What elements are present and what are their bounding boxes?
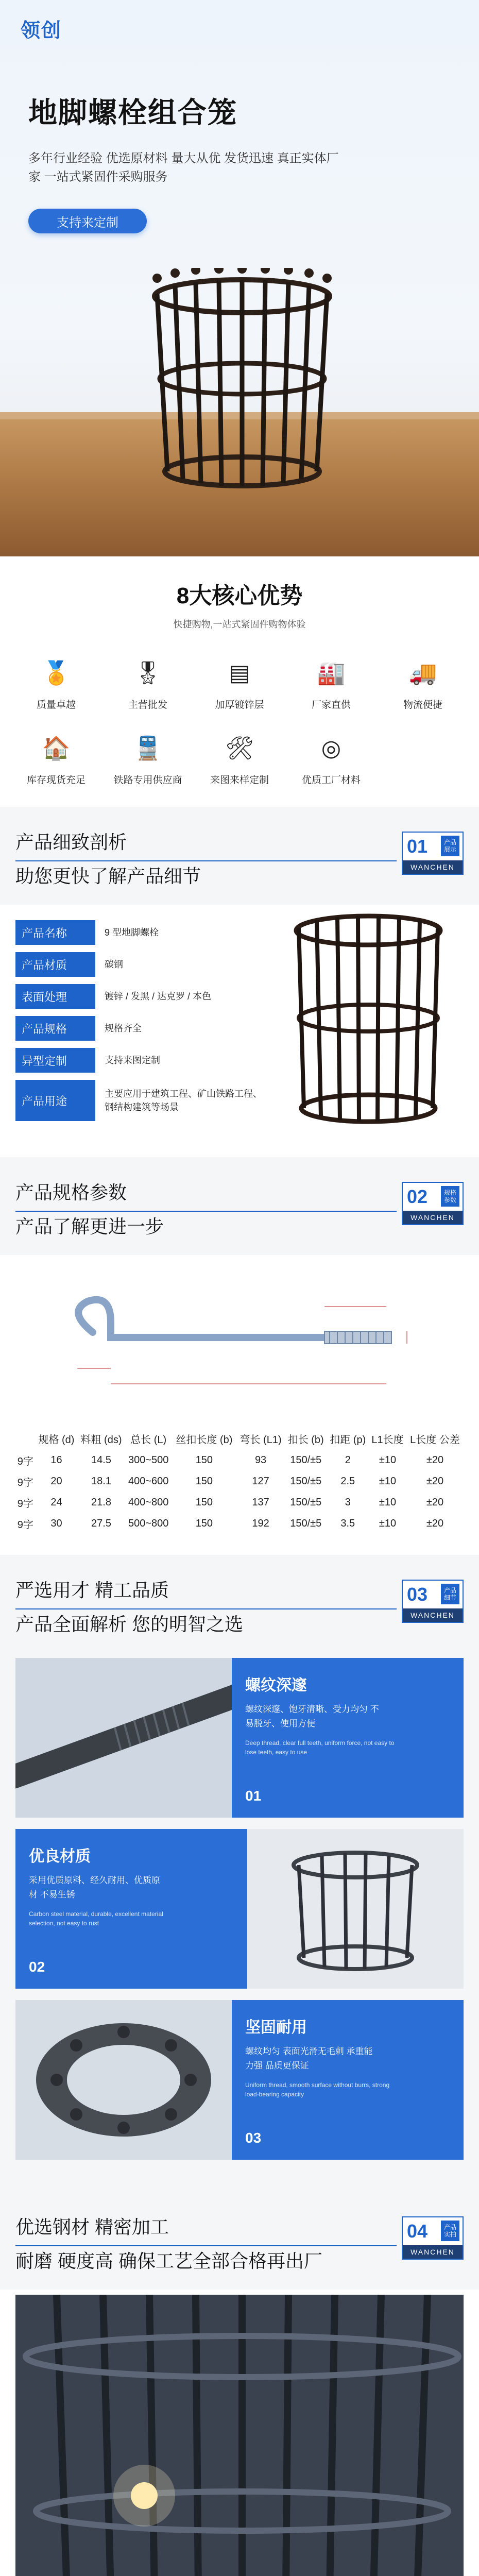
spec-cell: 30 [50,1518,62,1529]
product-detail [0,905,479,1157]
section-tag: 产品实拍 [441,2221,459,2241]
feature-description: 螺纹均匀 表面光滑无毛刺 承重能力强 品质更保证 [245,2046,373,2071]
brand-name: 领创 [20,20,62,42]
feature-description: 采用优质原料、经久耐用、优质原材 不易生锈 [29,1875,160,1900]
spec-header: L长度 公差 [410,1434,460,1446]
feature-text [15,1829,247,1989]
spec-cell: 127 [252,1476,269,1487]
spec-cell: 18.1 [91,1476,111,1487]
advantage-label: 来图来样定制 [210,775,269,786]
bolt-drawing [15,1265,464,1420]
feature-number: 01 [245,1788,262,1804]
spec-cell: 150 [195,1518,213,1529]
detail-key: 产品材质 [15,952,95,977]
pipes-icon: ◎ [321,735,341,761]
section-tag: 产品展示 [441,836,459,856]
detail-key: 异型定制 [15,1048,95,1073]
section-title: 产品细致剖析 [15,832,127,853]
badge-icon: 🎖 [133,660,162,686]
section-header [0,1157,479,1255]
advantage-label: 优质工厂材料 [301,775,361,786]
welding-photo [15,2295,464,2576]
detail-row [15,984,273,1009]
advantage-item [285,654,377,711]
section-badge [402,1182,464,1225]
advantage-item [285,729,377,786]
detail-row [15,1016,273,1041]
advantage-item [194,654,285,711]
spec-cell: 16 [50,1454,62,1466]
feature-text [232,2000,464,2160]
detail-value: 镀锌 / 发黑 / 达克罗 / 本色 [105,991,212,1002]
feature-title: 螺纹深邃 [245,1677,307,1694]
advantages-title: 8大核心优势 [176,583,303,608]
spec-header: 弯长 (L1) [239,1434,282,1446]
section-brand: WANCHEN [403,1608,463,1622]
spec-cell: 300~500 [128,1454,169,1466]
advantage-label: 质量卓越 [36,700,76,710]
advantage-item [10,729,102,786]
spec-cell: 9字 [17,1477,33,1488]
tools-icon: 🛠 [225,736,254,761]
layers-icon: ▤ [229,660,250,686]
product-image [273,905,464,1131]
feature-description-en: Deep thread, clear full teeth, uniform force, not easy to lose teeth, easy to use [245,1739,395,1756]
advantage-item [377,654,469,711]
section-brand: WANCHEN [403,860,463,874]
feature-description-en: Carbon steel material, durable, excellent material selection, not easy to rust [29,1910,163,1927]
spec-cell: 24 [50,1497,62,1508]
rail-icon: 🚆 [133,736,162,761]
advantage-label: 主营批发 [128,700,167,710]
section-subtitle: 耐磨 硬度高 确保工艺全部合格再出厂 [15,2250,323,2272]
spec-cell: 150 [195,1497,213,1508]
brand-logo[interactable] [10,10,72,46]
spec-cell: 150/±5 [290,1454,322,1466]
spec-cell: 27.5 [91,1518,111,1529]
warehouse-icon: 🏠 [42,736,71,761]
spec-cell: 150/±5 [290,1476,322,1487]
section-badge [402,1580,464,1623]
spec-cell: 14.5 [91,1454,111,1466]
spec-cell: ±20 [426,1476,444,1487]
spec-cell: 400~800 [128,1497,169,1508]
detail-value: 支持来图定制 [105,1055,160,1065]
detail-row [15,920,273,945]
detail-value: 9 型地脚螺栓 [105,927,159,938]
spec-cell: ±10 [379,1497,397,1508]
feature-description-en: Uniform thread, smooth surface without burrs, strong load-bearing capacity [245,2081,390,2098]
advantages-grid-row2 [0,711,479,786]
section-badge [402,2216,464,2260]
feature-card [15,1829,464,1989]
detail-row [15,1048,273,1073]
factory-icon: 🏭 [317,660,346,686]
custom-order-button[interactable]: 支持来定制 [28,209,147,233]
advantages-grid-row1 [0,631,479,711]
spec-cell: 2.5 [340,1476,355,1487]
table-row [15,1513,464,1534]
spec-cell: ±10 [379,1518,397,1529]
section-subtitle: 产品了解更进一步 [15,1216,164,1237]
spec-cell: ±10 [379,1454,397,1466]
section-brand: WANCHEN [403,1211,463,1224]
spec-cell: 9字 [17,1498,33,1510]
feature-card [15,1658,464,1818]
section-header [0,807,479,905]
advantage-item [102,654,194,711]
truck-icon: 🚚 [408,660,437,686]
advantage-label: 厂家直供 [311,700,351,710]
features-list [0,1653,479,2192]
spec-content [0,1255,479,1555]
advantages-section [0,556,479,807]
spec-cell: 150 [195,1454,213,1466]
spec-cell: 137 [252,1497,269,1508]
advantage-item [10,654,102,711]
spec-cell: ±20 [426,1497,444,1508]
advantages-subtitle: 快捷购物,一站式紧固件购物体验 [173,619,306,630]
section-divider [15,1608,397,1609]
advantage-item [194,729,285,786]
detail-row [15,952,273,977]
section-photos [0,2192,479,2576]
anchor-cage-image [139,268,345,489]
medal-icon: 🏅 [42,660,71,686]
advantage-item [102,729,194,786]
spec-cell: 150/±5 [290,1518,322,1529]
spec-table [15,1430,464,1534]
section-number: 01 [407,836,428,857]
advantage-label: 库存现货充足 [26,775,85,786]
section-subtitle: 产品全面解析 您的明智之选 [15,1614,244,1635]
detail-row [15,1080,273,1121]
spec-cell: 93 [254,1454,267,1466]
section-title: 产品规格参数 [15,1182,127,1203]
detail-value: 规格齐全 [105,1023,142,1033]
anchor-cage-image [281,905,456,1131]
spec-header [15,1430,36,1450]
spec-cell: 150/±5 [290,1497,322,1508]
section-divider [15,1211,397,1212]
spec-header: 料粗 (ds) [80,1434,122,1446]
section-title: 严选用才 精工品质 [15,1580,169,1601]
spec-cell: 2 [345,1454,351,1466]
section-header [0,1555,479,1653]
spec-header: 扣距 (p) [330,1434,366,1446]
spec-cell: 9字 [17,1456,33,1467]
feature-card [15,2000,464,2160]
hero-title: 地脚螺栓组合笼 [28,96,237,129]
spec-cell: 9字 [17,1519,33,1531]
hero-subline: 多年行业经验 优选原材料 量大从优 发货迅速 真正实体厂家 一站式紧固件采购服务 [28,151,339,184]
feature-description: 螺纹深邃、饱牙清晰、受力均匀 不易脱牙、使用方便 [245,1704,379,1728]
section-divider [15,860,397,861]
spec-header: L1长度 [371,1434,404,1446]
table-row [15,1492,464,1513]
section-number: 03 [407,1584,428,1605]
detail-key: 产品名称 [15,920,95,945]
section-badge [402,832,464,875]
spec-header: 丝扣长度 (b) [176,1434,233,1446]
feature-title: 坚固耐用 [245,2019,307,2036]
section-features [0,1555,479,2192]
section-divider [15,2245,397,2246]
section-specs [0,1157,479,1555]
feature-text [232,1658,464,1818]
advantage-label: 物流便捷 [403,700,442,710]
advantage-label: 铁路专用供应商 [113,775,182,786]
spec-cell: 21.8 [91,1497,111,1508]
section-number: 02 [407,1186,428,1207]
spec-cell: 400~600 [128,1476,169,1487]
detail-value: 主要应用于建筑工程、矿山铁路工程、钢结构建筑等场景 [105,1089,262,1112]
detail-key: 产品规格 [15,1016,95,1041]
table-row [15,1471,464,1492]
spec-cell: 3 [345,1497,351,1508]
photo-gallery [0,2290,479,2576]
spec-cell: 150 [195,1476,213,1487]
spec-cell: ±20 [426,1454,444,1466]
detail-key: 表面处理 [15,984,95,1009]
spec-header: 扣长 (b) [287,1434,324,1446]
section-brand: WANCHEN [403,2245,463,2259]
spec-header: 规格 (d) [38,1434,75,1446]
feature-title: 优良材质 [29,1848,91,1865]
thread-closeup-image [15,1658,232,1818]
hero-banner [0,0,479,556]
spec-cell: 3.5 [340,1518,355,1529]
spec-header: 总长 (L) [130,1434,167,1446]
section-tag: 规格参数 [441,1186,459,1207]
detail-key: 产品用途 [15,1080,95,1121]
advantage-label: 加厚镀锌层 [215,700,264,710]
spec-cell: ±20 [426,1518,444,1529]
section-header [0,2192,479,2290]
table-row [15,1450,464,1471]
spec-header-row [15,1430,464,1450]
flange-image [15,2000,232,2160]
spec-cell: ±10 [379,1476,397,1487]
section-title: 优选钢材 精密加工 [15,2216,169,2238]
feature-number: 02 [29,1959,45,1975]
section-subtitle: 助您更快了解产品细节 [15,866,201,887]
section-product-detail [0,807,479,1157]
section-tag: 产品细节 [441,1584,459,1604]
detail-value: 碳钢 [105,959,123,970]
spec-cell: 192 [252,1518,269,1529]
detail-table [15,905,273,1131]
spec-cell: 20 [50,1476,62,1487]
section-number: 04 [407,2221,428,2242]
spec-cell: 500~800 [128,1518,169,1529]
cage-material-image [247,1829,464,1989]
feature-number: 03 [245,2130,262,2146]
